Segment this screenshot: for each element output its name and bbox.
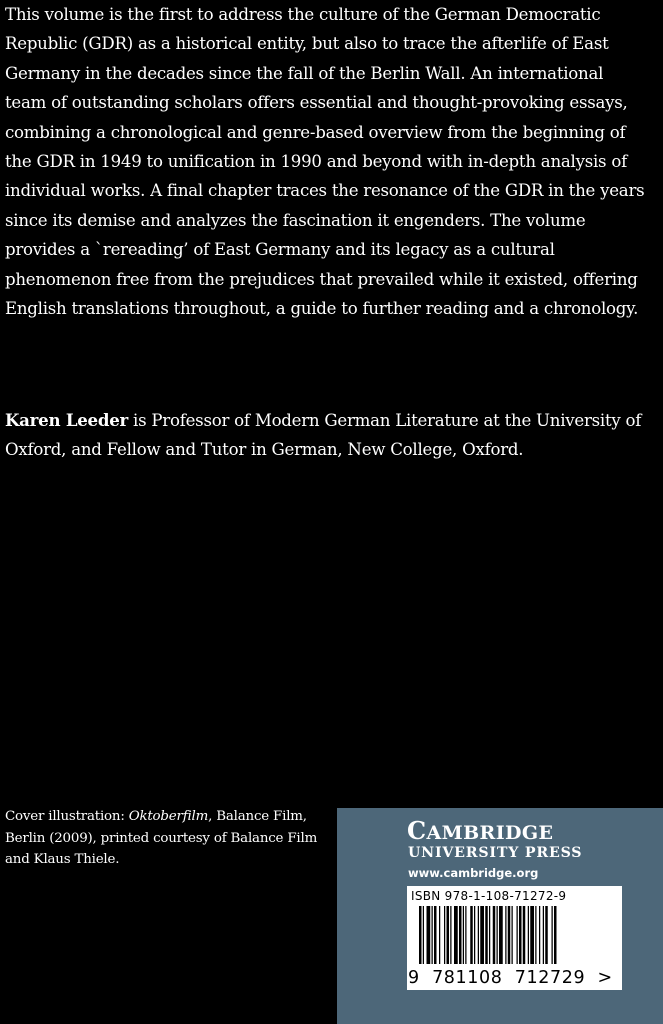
book-description: This volume is the first to address the culture of the German Democratic Republic (GDR) as a historical entity, but also to trace the afterlife of East Germany in the decades since the fall of the Berlin Wall. An international team of outstanding scholars offers essential and thought-provoking essays, combining a chronological and genre-based overview from the beginning of the GDR in 1949 to unification in 1990 and beyond with in-depth analysis of individual works. A final chapter traces the resonance of the GDR in the years since its demise and analyzes the fascination it engenders. The volume provides a `rereading’ of East Germany and its legacy as a cultural phenomenon free from the prejudices that prevailed while it existed, offering English translations throughout, a guide to further reading and a chronology. — [5, 5, 645, 319]
publisher-subname: UNIVERSITY PRESS — [408, 845, 583, 861]
editor-bio-text: is Professor of Modern German Literature at the University of Oxford, and Fellow and Tutor in German, New College, Oxford. — [5, 411, 642, 460]
barcode-icon — [419, 906, 609, 964]
ean-right-group: 712729 — [514, 968, 586, 988]
isbn-label: ISBN 978-1-108-71272-9 — [411, 889, 567, 903]
publisher-initial: C — [407, 816, 427, 845]
editor-name: Karen Leeder — [5, 410, 129, 430]
cover-credit-prefix: Cover illustration: — [5, 809, 129, 824]
publisher-logo — [407, 816, 553, 845]
film-title: Oktoberfilm — [128, 809, 209, 824]
ean-first-digit: 9 — [408, 968, 420, 988]
cover-credit — [5, 806, 325, 871]
editor-bio — [5, 406, 645, 465]
ean-left-group: 781108 — [432, 968, 503, 988]
ean-digits — [408, 968, 621, 988]
ean-end-mark: > — [597, 968, 613, 988]
publisher-panel — [337, 808, 663, 1024]
publisher-url: www.cambridge.org — [408, 866, 539, 880]
publisher-name-rest: AMBRIDGE — [426, 822, 554, 844]
cover-credit-text: , Balance Film, Berlin (2009), printed courtesy of Balance Film and Klaus Thiele. — [5, 809, 318, 867]
isbn-barcode-box — [407, 886, 622, 990]
